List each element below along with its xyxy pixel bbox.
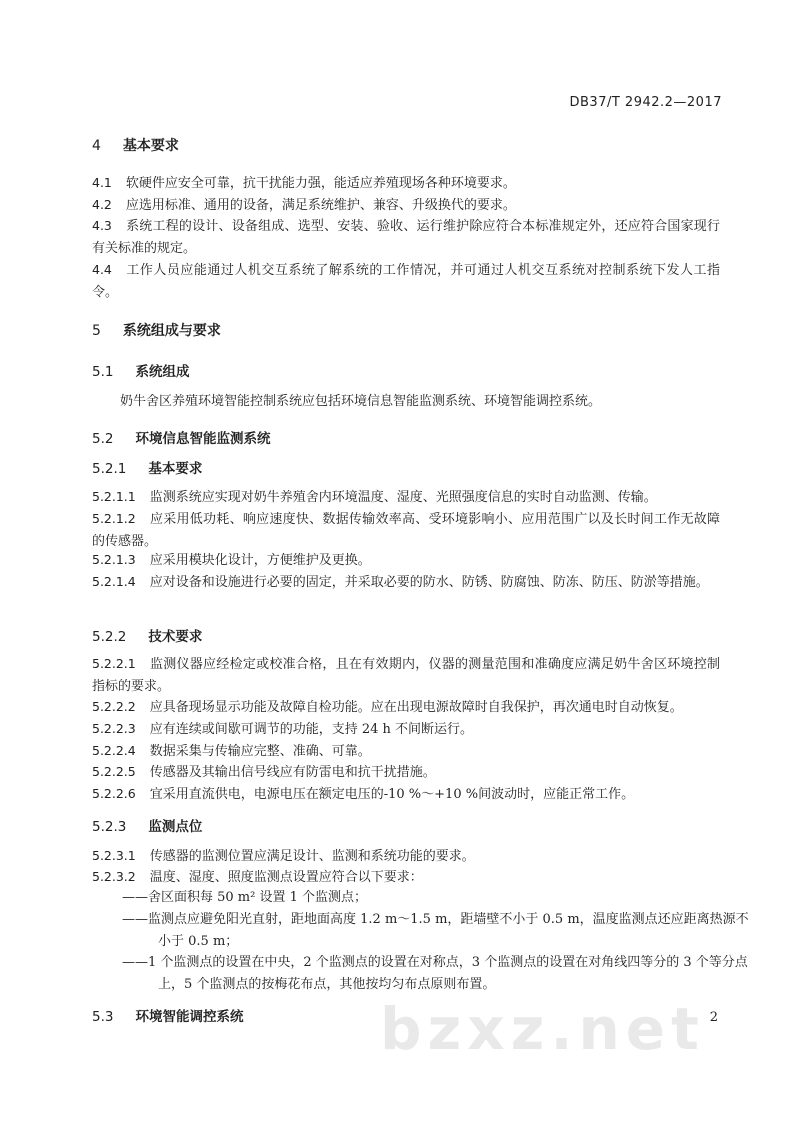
clause-5-2-1-2 <box>92 508 720 553</box>
clause-4-1 <box>92 172 720 195</box>
section-title: 技术要求 <box>148 629 203 645</box>
clause-5-2-2-6 <box>92 783 720 806</box>
clause-text: 应采用模块化设计，方便维护及更换。 <box>149 553 371 568</box>
clause-5-2-2-4 <box>92 740 720 763</box>
clause-number: 5.2.3.1 <box>92 848 136 863</box>
clause-number: 4.2 <box>92 197 112 212</box>
clause-4-2 <box>92 194 720 217</box>
clause-text: 宜采用直流供电，电源电压在额定电压的-10 %～+10 %间波动时，应能正常工作。 <box>149 787 635 802</box>
list-item: ——1 个监测点的设置在中央，2 个监测点的设置在对称点，3 个监测点的设置在对角线四等分的 3 个等分点上，5 个监测点的按梅花布点，其他按均匀布点原则布置。 <box>122 955 748 992</box>
section-number: 5 <box>92 323 101 339</box>
section-5-2-heading <box>92 427 270 447</box>
clause-5-2-3-1 <box>92 845 720 868</box>
section-title: 监测点位 <box>148 819 203 835</box>
clause-text: 系统工程的设计、设备组成、选型、安装、验收、运行维护除应符合本标准规定外，还应符合国家现行有关标准的规定。 <box>92 219 720 256</box>
section-title: 系统组成与要求 <box>122 323 221 339</box>
clause-number: 4.3 <box>92 218 112 233</box>
clause-5-2-1-3 <box>92 549 720 572</box>
clause-number: 5.2.2.1 <box>92 656 136 671</box>
clause-5-2-3-2 <box>92 866 720 889</box>
clause-number: 5.2.2.4 <box>92 743 136 758</box>
clause-text: 数据采集与传输应完整、准确、可靠。 <box>149 744 371 759</box>
clause-text: 应采用低功耗、响应速度快、数据传输效率高、受环境影响小、应用范围广以及长时间工作无故障的传感器。 <box>92 512 720 549</box>
clause-text: 监测仪器应经检定或校准合格，且在有效期内，仪器的测量范围和准确度应满足奶牛舍区环境控制指标的要求。 <box>92 657 720 694</box>
clause-text: 应选用标准、通用的设备，满足系统维护、兼容、升级换代的要求。 <box>125 198 516 213</box>
section-5-3-heading <box>92 1005 243 1025</box>
clause-number: 5.2.1.2 <box>92 511 136 526</box>
clause-5-2-1-1 <box>92 486 720 509</box>
watermark: bzxz.net <box>380 995 705 1063</box>
section-number: 5.2.1 <box>92 461 127 477</box>
clause-number: 5.2.2.3 <box>92 721 136 736</box>
section-title: 环境智能调控系统 <box>135 1009 244 1025</box>
section-5-2-1-heading <box>92 457 202 477</box>
section-5-2-3-heading <box>92 815 202 835</box>
clause-text: 应对设备和设施进行必要的固定，并采取必要的防水、防锈、防腐蚀、防冻、防压、防淤等措施。 <box>149 575 709 590</box>
clause-text: 软硬件应安全可靠，抗干扰能力强，能适应养殖现场各种环境要求。 <box>125 176 516 191</box>
clause-number: 5.2.2.6 <box>92 786 136 801</box>
clause-number: 5.2.2.2 <box>92 699 136 714</box>
list-item: ——舍区面积每 50 m² 设置 1 个监测点； <box>122 890 368 905</box>
page-number: 2 <box>709 1010 718 1025</box>
section-number: 4 <box>92 138 101 154</box>
section-5-1-text: 奶牛舍区养殖环境智能控制系统应包括环境信息智能监测系统、环境智能调控系统。 <box>120 394 602 409</box>
clause-number: 5.2.2.5 <box>92 764 136 779</box>
clause-number: 5.2.1.4 <box>92 574 136 589</box>
clause-text: 监测系统应实现对奶牛养殖舍内环境温度、湿度、光照强度信息的实时自动监测、传输。 <box>149 490 657 505</box>
section-title: 环境信息智能监测系统 <box>135 431 271 447</box>
clause-number: 5.2.1.1 <box>92 489 136 504</box>
clause-number: 4.1 <box>92 175 112 190</box>
section-number: 5.2 <box>92 431 114 447</box>
section-title: 基本要求 <box>122 138 179 154</box>
clause-5-2-1-4 <box>92 571 720 594</box>
section-5-1-heading <box>92 360 189 380</box>
clause-5-2-2-2 <box>92 696 720 719</box>
clause-5-2-2-3 <box>92 718 720 741</box>
clause-number: 5.2.1.3 <box>92 552 136 567</box>
list-item: ——监测点应避免阳光直射，距地面高度 1.2 m～1.5 m，距墙壁不小于 0.5 m，温度监测点还应距离热源不小于 0.5 m； <box>122 912 749 949</box>
clause-4-3 <box>92 215 720 260</box>
section-5-heading <box>92 320 221 340</box>
section-4-heading <box>92 135 179 155</box>
section-number: 5.2.3 <box>92 819 127 835</box>
clause-4-4 <box>92 259 720 304</box>
clause-number: 5.2.3.2 <box>92 869 136 884</box>
section-title: 系统组成 <box>135 364 190 380</box>
clause-text: 传感器的监测位置应满足设计、监测和系统功能的要求。 <box>149 849 475 864</box>
section-number: 5.2.2 <box>92 629 127 645</box>
clause-5-2-2-1 <box>92 653 720 698</box>
clause-text: 应具备现场显示功能及故障自检功能。应在出现电源故障时自我保护，再次通电时自动恢复。 <box>149 700 683 715</box>
section-title: 基本要求 <box>148 461 203 477</box>
document-code: DB37/T 2942.2—2017 <box>569 95 722 110</box>
section-number: 5.3 <box>92 1009 114 1025</box>
clause-text: 应有连续或间歇可调节的功能，支持 24 h 不间断运行。 <box>149 722 474 737</box>
clause-text: 温度、湿度、照度监测点设置应符合以下要求： <box>149 870 423 885</box>
section-number: 5.1 <box>92 364 114 380</box>
clause-number: 4.4 <box>92 262 112 277</box>
clause-text: 工作人员应能通过人机交互系统了解系统的工作情况，并可通过人机交互系统对控制系统下发人工指令。 <box>92 263 720 300</box>
section-5-2-2-heading <box>92 625 202 645</box>
clause-5-2-2-5 <box>92 761 720 784</box>
clause-text: 传感器及其输出信号线应有防雷电和抗干扰措施。 <box>149 765 436 780</box>
